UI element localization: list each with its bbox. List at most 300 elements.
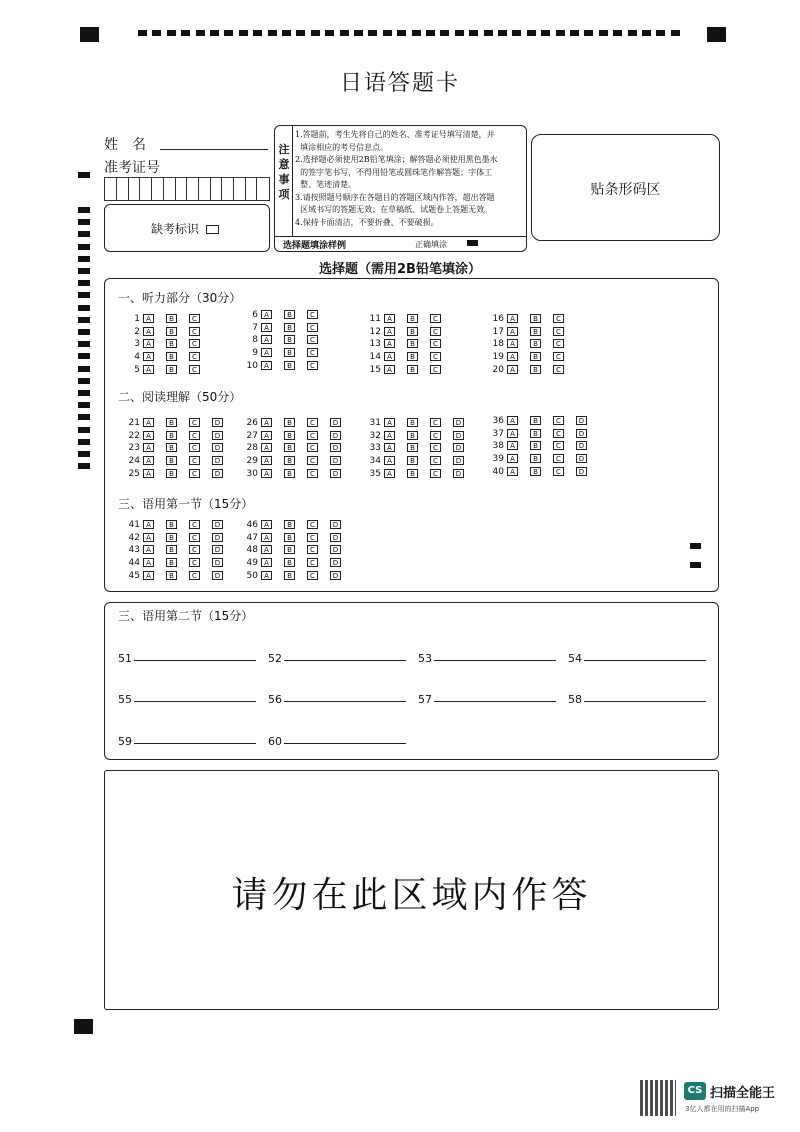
option-bubble[interactable]: A [143,365,154,374]
option-bubble[interactable]: B [284,545,295,554]
option-bubble[interactable]: B [284,456,295,465]
option-bubble[interactable]: A [384,469,395,478]
name-label: 姓 名 [104,137,146,153]
option-bubble[interactable]: B [284,418,295,427]
option-bubble[interactable]: B [284,361,295,370]
option-bubble[interactable]: B [166,339,177,348]
option-bubble[interactable]: B [166,365,177,374]
option-bubble[interactable]: B [284,335,295,344]
option-bubble[interactable]: A [261,558,272,567]
option-bubble[interactable]: D [576,467,587,476]
question-number: 39 [492,454,504,465]
option-bubble[interactable]: D [576,441,587,450]
timing-dash [527,30,536,36]
option-bubble[interactable]: B [407,339,418,348]
exam-id-cell [128,178,140,200]
exam-id-cell [234,178,246,200]
question-row [236,571,353,582]
option-bubble[interactable]: B [284,520,295,529]
timing-dash [455,30,464,36]
option-bubble[interactable]: D [212,456,223,465]
option-bubble[interactable]: D [453,418,464,427]
option-bubble[interactable]: A [384,339,395,348]
option-bubble[interactable]: A [507,352,518,361]
option-bubble[interactable]: B [284,431,295,440]
option-bubble[interactable]: B [166,571,177,580]
timing-dash [671,30,680,36]
option-bubble[interactable]: B [284,348,295,357]
question-row [236,361,330,372]
option-bubble[interactable]: D [212,558,223,567]
fill-in-answer-line[interactable] [434,701,556,702]
option-bubble[interactable]: B [284,571,295,580]
option-bubble[interactable]: C [553,314,564,323]
option-bubble[interactable]: C [553,441,564,450]
option-bubble[interactable]: D [330,469,341,478]
option-bubble[interactable]: D [576,416,587,425]
option-bubble[interactable]: B [407,365,418,374]
option-bubble[interactable]: D [212,571,223,580]
timing-dash [340,30,349,36]
question-row [236,418,353,429]
timing-dash [512,30,521,36]
section-listening: 一、听力部分（30分） [118,291,242,305]
timing-dash [78,463,90,469]
option-bubble[interactable]: B [284,323,295,332]
question-number: 21 [128,418,140,428]
option-bubble[interactable]: A [261,310,272,319]
option-bubble[interactable]: C [553,339,564,348]
option-bubble[interactable]: D [330,431,341,440]
timing-dash [78,378,90,384]
option-bubble[interactable]: A [507,365,518,374]
timing-dash [152,30,161,36]
question-row [118,571,235,582]
option-bubble[interactable]: B [284,310,295,319]
option-bubble[interactable]: A [261,323,272,332]
notes-line: 3.请按照题号顺序在各题目的答题区域内作答，超出答题 [295,192,495,202]
option-bubble[interactable]: D [453,443,464,452]
timing-dash [311,30,320,36]
option-bubble[interactable]: A [143,520,154,529]
option-bubble[interactable]: D [453,456,464,465]
timing-dash [78,244,90,250]
timing-dash [426,30,435,36]
timing-dash [167,30,176,36]
option-bubble[interactable]: A [261,335,272,344]
option-bubble[interactable]: A [507,441,518,450]
option-bubble[interactable]: A [384,327,395,336]
option-bubble[interactable]: D [330,456,341,465]
option-bubble[interactable]: C [189,418,200,427]
correct-fill-sample [467,240,478,246]
option-bubble[interactable]: C [307,443,318,452]
option-bubble[interactable]: C [189,558,200,567]
timing-dash [78,366,90,372]
option-bubble[interactable]: C [430,469,441,478]
timing-dash [613,30,622,36]
option-bubble[interactable]: A [261,456,272,465]
exam-id-grid[interactable] [104,177,270,201]
option-bubble[interactable]: A [384,352,395,361]
notes-line: 整、笔迹清楚。 [295,180,357,189]
question-row [236,558,353,569]
option-bubble[interactable]: C [307,323,318,332]
option-bubble[interactable]: C [430,431,441,440]
option-bubble[interactable]: A [507,454,518,463]
question-number: 43 [128,545,140,556]
exam-id-cell [117,178,129,200]
option-bubble[interactable]: C [189,431,200,440]
question-row [118,533,235,544]
timing-dash [440,30,449,36]
question-row [359,352,453,363]
timing-dash [78,207,90,213]
question-number: 50 [246,570,258,581]
option-bubble[interactable]: B [284,558,295,567]
option-bubble[interactable]: C [430,352,441,361]
fill-in-answer-line[interactable] [284,743,406,744]
question-row [236,533,353,544]
fill-in-answer-line[interactable] [584,701,706,702]
option-bubble[interactable]: A [507,416,518,425]
timing-dash [484,30,493,36]
question-number: 14 [369,352,381,363]
section-reading: 二、阅读理解（50分） [118,390,242,404]
option-bubble[interactable]: B [407,314,418,323]
option-bubble[interactable]: A [143,314,154,323]
option-bubble[interactable]: D [212,431,223,440]
option-bubble[interactable]: A [143,558,154,567]
option-bubble[interactable]: B [284,443,295,452]
option-bubble[interactable]: D [453,469,464,478]
question-row [118,558,235,569]
option-bubble[interactable]: C [189,365,200,374]
option-bubble[interactable]: B [407,352,418,361]
option-bubble[interactable]: C [189,520,200,529]
fill-in-answer-line[interactable] [434,660,556,661]
option-bubble[interactable]: C [189,339,200,348]
option-bubble[interactable]: B [530,327,541,336]
option-bubble[interactable]: C [430,314,441,323]
option-bubble[interactable]: B [407,456,418,465]
question-number: 31 [369,418,381,428]
option-bubble[interactable]: A [261,348,272,357]
option-bubble[interactable]: B [166,469,177,478]
option-bubble[interactable]: B [166,314,177,323]
option-bubble[interactable]: C [189,314,200,323]
option-bubble[interactable]: B [530,314,541,323]
option-bubble[interactable]: B [407,418,418,427]
option-bubble[interactable]: A [261,520,272,529]
timing-dash [354,30,363,36]
option-bubble[interactable]: D [330,443,341,452]
question-number: 16 [492,314,504,324]
question-row [118,365,212,376]
option-bubble[interactable]: C [553,467,564,476]
option-bubble[interactable]: B [166,545,177,554]
option-bubble[interactable]: D [212,533,223,542]
cs-logo-icon: CS [684,1082,706,1100]
option-bubble[interactable]: B [166,327,177,336]
option-bubble[interactable]: D [576,454,587,463]
question-number: 17 [492,326,504,337]
option-bubble[interactable]: A [261,443,272,452]
timing-dash [78,353,90,359]
notes-line: 区域书写的答题无效；在草稿纸、试题卷上答题无效。 [295,205,493,214]
option-bubble[interactable]: D [453,431,464,440]
option-bubble[interactable]: C [307,348,318,357]
question-number: 33 [369,443,381,454]
option-bubble[interactable]: A [143,339,154,348]
option-bubble[interactable]: C [307,361,318,370]
option-bubble[interactable]: C [189,327,200,336]
fill-in-answer-line[interactable] [134,701,256,702]
option-bubble[interactable]: C [430,443,441,452]
option-bubble[interactable]: D [212,469,223,478]
question-number: 27 [246,430,258,441]
watermark-tagline: 3亿人都在用的扫描App [685,1105,760,1113]
option-bubble[interactable]: B [530,467,541,476]
question-row [118,443,235,454]
exam-id-cell [187,178,199,200]
option-bubble[interactable]: C [553,454,564,463]
question-number: 32 [369,430,381,441]
fill-in-answer-line[interactable] [134,660,256,661]
question-number: 47 [246,532,258,543]
option-bubble[interactable]: C [430,365,441,374]
section-lang2: 三、语用第二节（15分） [118,609,254,623]
timing-dash [78,219,90,225]
option-bubble[interactable]: C [189,469,200,478]
option-bubble[interactable]: B [407,431,418,440]
option-bubble[interactable]: A [261,545,272,554]
option-bubble[interactable]: C [189,456,200,465]
timing-dash [599,30,608,36]
option-bubble[interactable]: A [384,431,395,440]
watermark-brand: 扫描全能王 [710,1086,776,1101]
option-bubble[interactable]: B [407,327,418,336]
question-number: 25 [128,468,140,479]
option-bubble[interactable]: C [430,339,441,348]
timing-dash [628,30,637,36]
timing-dash [325,30,334,36]
question-row [359,365,453,376]
question-number: 40 [492,466,504,477]
question-number: 23 [128,443,140,454]
option-bubble[interactable]: C [553,365,564,374]
option-bubble[interactable]: C [307,520,318,529]
option-bubble[interactable]: A [507,314,518,323]
option-bubble[interactable]: A [384,443,395,452]
fill-in-number: 60 [268,735,282,748]
question-number: 29 [246,456,258,467]
question-row [359,339,453,350]
question-row [482,416,599,427]
option-bubble[interactable]: B [530,441,541,450]
timing-dash [78,280,90,286]
option-bubble[interactable]: D [330,545,341,554]
option-bubble[interactable]: D [330,520,341,529]
option-bubble[interactable]: B [166,418,177,427]
option-bubble[interactable]: B [530,429,541,438]
question-row [236,520,353,531]
option-bubble[interactable]: C [189,545,200,554]
option-bubble[interactable]: C [307,533,318,542]
option-bubble[interactable]: A [261,361,272,370]
exam-id-cell [140,178,152,200]
exam-id-cell [222,178,234,200]
timing-dash [78,172,90,178]
option-bubble[interactable]: A [143,352,154,361]
timing-dash [584,30,593,36]
question-number: 45 [128,570,140,581]
option-bubble[interactable]: B [166,352,177,361]
option-bubble[interactable]: B [166,443,177,452]
option-bubble[interactable]: D [576,429,587,438]
option-bubble[interactable]: A [143,533,154,542]
option-bubble[interactable]: A [143,443,154,452]
option-bubble[interactable]: B [530,339,541,348]
option-bubble[interactable]: A [384,456,395,465]
question-number: 18 [492,339,504,350]
option-bubble[interactable]: C [553,352,564,361]
option-bubble[interactable]: C [430,327,441,336]
fill-in-number: 52 [268,652,282,665]
fill-in-number: 54 [568,652,582,665]
question-number: 11 [369,314,381,324]
option-bubble[interactable]: C [307,335,318,344]
timing-dash [78,439,90,445]
option-bubble[interactable]: A [261,469,272,478]
option-bubble[interactable]: C [307,431,318,440]
option-bubble[interactable]: A [261,571,272,580]
option-bubble[interactable]: C [307,310,318,319]
option-bubble[interactable]: B [166,533,177,542]
option-bubble[interactable]: D [212,418,223,427]
fill-in-answer-line[interactable] [284,660,406,661]
question-row [118,469,235,480]
question-number: 15 [369,364,381,375]
no-answer-area [104,770,719,1010]
option-bubble[interactable]: A [507,429,518,438]
fill-in-answer-line[interactable] [284,701,406,702]
question-row [482,441,599,452]
option-bubble[interactable]: D [212,520,223,529]
option-bubble[interactable]: A [507,467,518,476]
option-bubble[interactable]: A [143,469,154,478]
question-row [236,348,330,359]
fill-in-number: 51 [118,652,132,665]
option-bubble[interactable]: A [384,365,395,374]
question-row [482,327,576,338]
option-bubble[interactable]: C [430,418,441,427]
option-bubble[interactable]: B [407,443,418,452]
option-bubble[interactable]: B [166,431,177,440]
option-bubble[interactable]: C [307,456,318,465]
fill-in-answer-line[interactable] [584,660,706,661]
option-bubble[interactable]: A [384,418,395,427]
option-bubble[interactable]: A [507,327,518,336]
option-bubble[interactable]: A [261,418,272,427]
option-bubble[interactable]: C [189,533,200,542]
fill-in-number: 56 [268,693,282,706]
option-bubble[interactable]: C [307,571,318,580]
exam-id-cell [210,178,222,200]
option-bubble[interactable]: D [330,418,341,427]
option-bubble[interactable]: C [307,558,318,567]
option-bubble[interactable]: A [261,431,272,440]
option-bubble[interactable]: D [212,443,223,452]
page-title: 日语答题卡 [339,71,460,96]
option-bubble[interactable]: C [553,429,564,438]
option-bubble[interactable]: C [307,469,318,478]
option-bubble[interactable]: A [143,571,154,580]
option-bubble[interactable]: B [166,456,177,465]
option-bubble[interactable]: C [430,456,441,465]
option-bubble[interactable]: B [530,416,541,425]
question-row [118,327,212,338]
option-bubble[interactable]: A [143,456,154,465]
option-bubble[interactable]: B [530,352,541,361]
name-field[interactable] [160,149,268,150]
option-bubble[interactable]: B [166,558,177,567]
option-bubble[interactable]: C [189,571,200,580]
option-bubble[interactable]: B [166,520,177,529]
option-bubble[interactable]: A [143,431,154,440]
option-bubble[interactable]: A [507,339,518,348]
option-bubble[interactable]: D [330,533,341,542]
question-row [359,443,476,454]
option-bubble[interactable]: D [330,571,341,580]
section-lang1: 三、语用第一节（15分） [118,497,254,511]
option-bubble[interactable]: D [330,558,341,567]
option-bubble[interactable]: C [307,418,318,427]
question-row [236,323,330,334]
option-bubble[interactable]: C [189,352,200,361]
option-bubble[interactable]: A [143,418,154,427]
option-bubble[interactable]: B [407,469,418,478]
timing-dash [268,30,277,36]
option-bubble[interactable]: B [284,469,295,478]
question-row [118,314,212,325]
fill-in-number: 55 [118,693,132,706]
exam-id-label: 准考证号 [104,160,160,176]
option-bubble[interactable]: C [553,327,564,336]
fill-in-answer-line[interactable] [134,743,256,744]
fill-in-number: 57 [418,693,432,706]
option-bubble[interactable]: B [530,454,541,463]
option-bubble[interactable]: D [212,545,223,554]
option-bubble[interactable]: A [261,533,272,542]
option-bubble[interactable]: A [143,327,154,336]
timing-dash [78,427,90,433]
option-bubble[interactable]: B [530,365,541,374]
option-bubble[interactable]: A [384,314,395,323]
timing-dash [383,30,392,36]
option-bubble[interactable]: B [284,533,295,542]
option-bubble[interactable]: C [189,443,200,452]
option-bubble[interactable]: C [307,545,318,554]
question-row [359,314,453,325]
question-number: 5 [134,364,140,375]
question-row [118,431,235,442]
notes-line: 的签字笔书写，不得用铅笔或圆珠笔作解答题；字体工 [295,167,493,177]
absent-checkbox[interactable] [206,225,219,234]
option-bubble[interactable]: A [143,545,154,554]
option-bubble[interactable]: C [553,416,564,425]
question-number: 24 [128,456,140,467]
